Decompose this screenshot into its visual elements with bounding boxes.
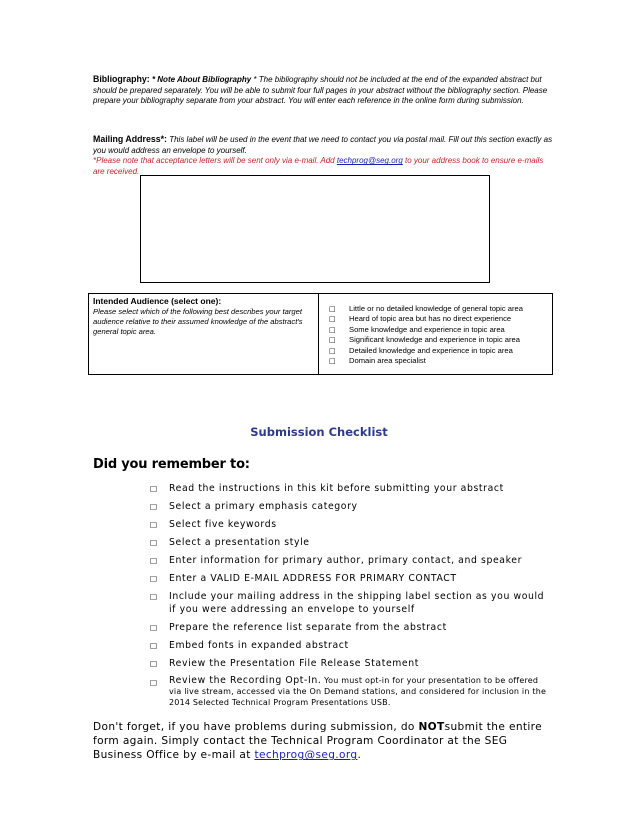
checkbox-icon[interactable]: □ [329,336,336,345]
audience-option-label: Some knowledge and experience in topic area [349,324,505,334]
footer-text-before: Don't forget, if you have problems during submission, do [93,721,419,733]
checkbox-icon[interactable]: □ [150,538,158,547]
checklist-item[interactable] [150,554,550,567]
checklist-item[interactable] [150,518,550,531]
checkbox-icon[interactable]: □ [329,305,336,313]
checklist-item-label: Select five keywords [169,519,277,530]
audience-option-label: Significant knowledge and experience in topic area [349,335,520,345]
checklist-title: Submission Checklist [250,425,388,439]
intended-audience-table [88,293,553,375]
checkbox-icon[interactable]: □ [150,592,158,601]
bibliography-label: Bibliography: [93,74,150,84]
checklist-item-label: Enter information for primary author, primary contact, and speaker [169,555,522,566]
audience-description-cell [89,294,319,374]
checklist-item[interactable] [150,482,550,495]
audience-heading: Intended Audience (select one): [93,296,222,306]
shipping-label-box[interactable] [140,175,490,283]
checklist [150,482,550,708]
mailing-address-paragraph [93,134,553,178]
checkbox-icon[interactable]: □ [329,325,336,334]
checkbox-icon[interactable]: □ [150,623,158,632]
checklist-prompt: Did you remember to: [93,457,250,472]
bibliography-text: * The bibliography should not be included at the end of the expanded abstract but should be prepared separately. You will be able to submit four full pages in your abstract without the bibliography section. Please prepare your bibliography separate from your abstract. You will enter each reference in the online form during submission. [93,75,548,106]
audience-option[interactable] [329,335,523,345]
acceptance-note-after: to your address book to ensure e-mails are received. [93,156,544,177]
checklist-item[interactable] [150,621,550,634]
checklist-item[interactable] [150,536,550,549]
checklist-item[interactable] [150,676,550,708]
checklist-item-label: Read the instructions in this kit before submitting your abstract [169,483,504,494]
audience-option[interactable] [329,304,523,314]
footer-email-link[interactable]: techprog@seg.org [254,749,358,762]
audience-option-label: Heard of topic area but has no direct experience [349,314,512,324]
footer-text-middle: submit the entire form again. Simply contact the Technical Program Coordinator at the SEG Business Office by e-mail at [93,721,543,762]
checklist-item-label: Select a primary emphasis category [169,501,358,512]
mailing-address-text: This label will be used in the event that we need to contact you via postal mail. Fill out this section exactly as you would address an envelope to yourself. [93,135,553,155]
audience-description: Please select which of the following best describes your target audience relative to their assumed knowledge of the abstract's general topic area. [93,307,303,336]
audience-option[interactable] [329,356,523,366]
checkbox-icon[interactable]: □ [150,678,158,687]
acceptance-note [93,156,543,176]
bibliography-note-label: * Note About Bibliography [151,75,252,84]
checkbox-icon[interactable]: □ [150,641,158,650]
checklist-item-label: Select a presentation style [169,537,310,548]
techprog-email-link[interactable]: techprog@seg.org [336,156,403,166]
audience-option-label: Little or no detailed knowledge of general topic area [349,304,523,313]
checklist-item[interactable] [150,639,550,652]
checkbox-icon[interactable]: □ [150,520,158,529]
checklist-item-label: Prepare the reference list separate from the abstract [169,622,447,633]
checkbox-icon[interactable]: □ [150,502,158,511]
checklist-item-label: Embed fonts in expanded abstract [169,640,349,651]
checkbox-icon[interactable]: □ [329,357,336,366]
checkbox-icon[interactable]: □ [329,346,336,355]
footer-text-after: . [357,749,362,762]
checklist-item[interactable] [150,590,550,616]
footer-paragraph [93,720,553,763]
checklist-item-label [169,676,549,708]
mailing-address-label: Mailing Address*: [93,134,167,144]
audience-option-label: Detailed knowledge and experience in topic area [349,345,513,355]
checkbox-icon[interactable]: □ [150,574,158,583]
recording-opt-in-lead: Review the Recording Opt-In. [169,675,322,686]
audience-option[interactable] [329,314,523,324]
checklist-item-label: Review the Presentation File Release Statement [169,658,419,669]
bibliography-paragraph [93,74,553,107]
checklist-item-label: Enter a VALID E-MAIL ADDRESS FOR PRIMARY CONTACT [169,573,457,584]
audience-option[interactable] [329,325,523,335]
checkbox-icon[interactable]: □ [150,659,158,668]
checklist-item[interactable] [150,572,550,585]
checkbox-icon[interactable]: □ [329,315,336,324]
checklist-item[interactable] [150,500,550,513]
audience-options [329,304,523,366]
checklist-item-label: Include your mailing address in the shipping label section as you would if you were addressing an envelope to yourself [169,591,545,615]
audience-option[interactable] [329,346,523,356]
recording-opt-in-detail: You must opt-in for your presentation to be offered via live stream, accessed via the On Demand stations, and considered for inclusion in the 2014 Selected Technical Program Presentations USB. [169,676,547,707]
acceptance-note-before: *Please note that acceptance letters will be sent only via e-mail. Add [93,156,337,166]
audience-option-label: Domain area specialist [349,356,426,366]
checklist-item[interactable] [150,657,550,670]
footer-emphasis: NOT [418,721,445,733]
checkbox-icon[interactable]: □ [150,556,158,565]
checkbox-icon[interactable]: □ [150,484,158,493]
